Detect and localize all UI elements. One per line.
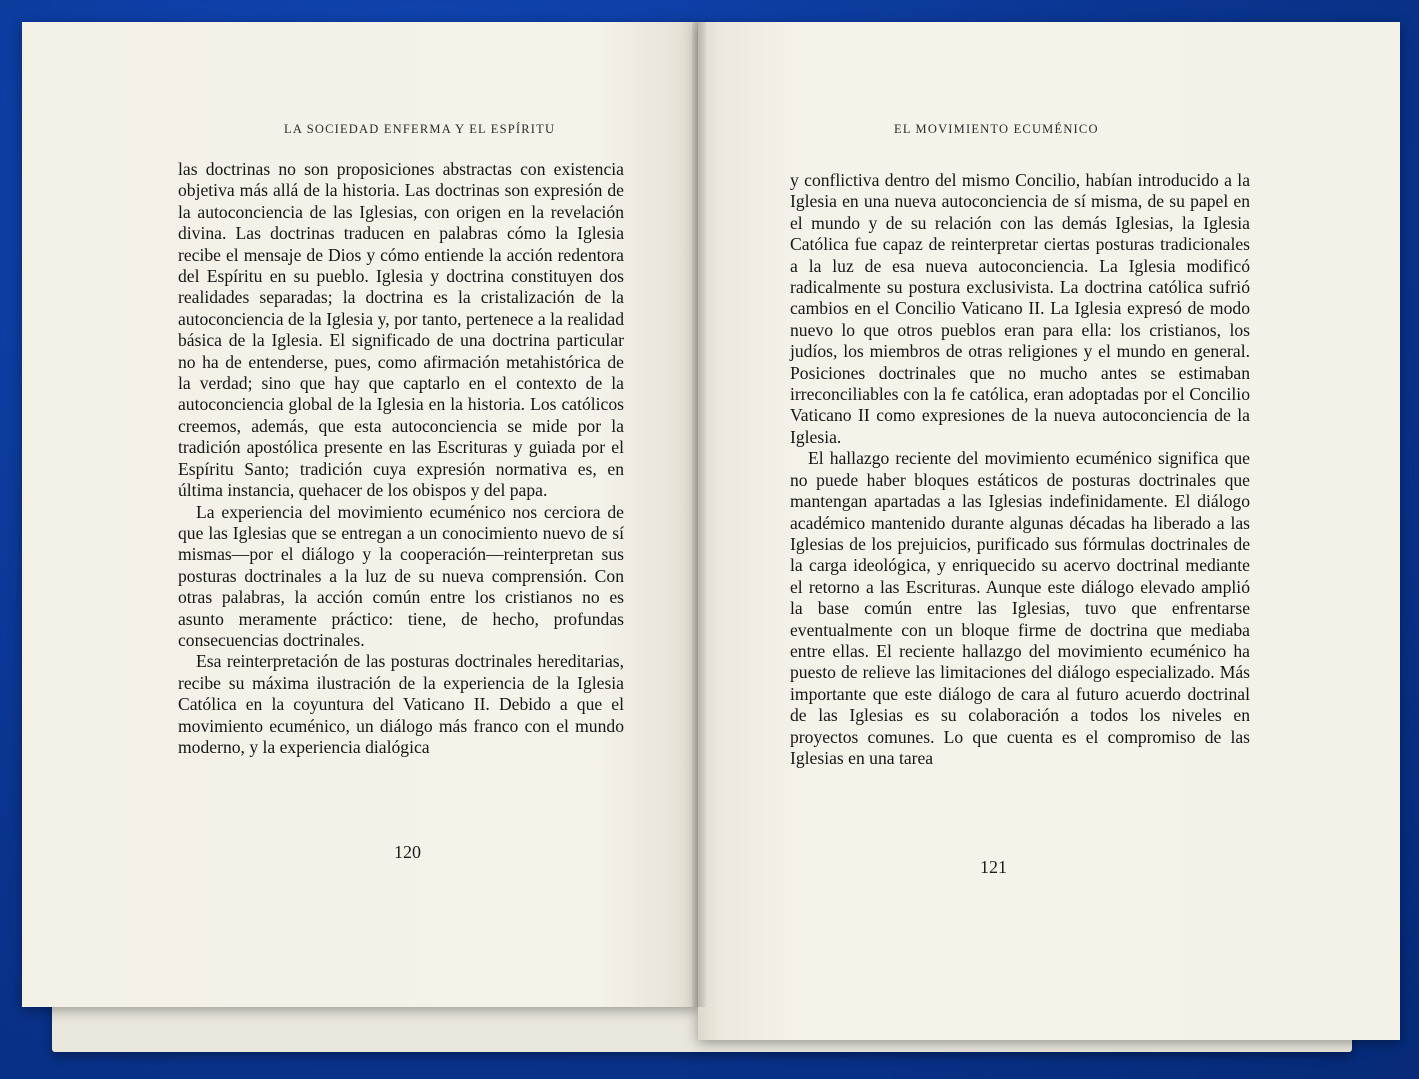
right-page [698,22,1400,1040]
left-paragraph-3: Esa reinterpretación de las posturas doctrinales hereditarias, recibe su máxima ilustración de la experiencia de la Iglesia Católica en la coyuntura del Vaticano II. Debido a que el movimiento ecuménico, un diálogo más franco con el mundo moderno, y la experiencia dialógica [178,651,624,757]
right-page-number: 121 [980,857,1007,877]
left-paragraph-2: La experiencia del movimiento ecuménico nos cerciora de que las Iglesias que se entregan a un conocimiento nuevo de sí mismas—por el diálogo y la cooperación—reinterpretan sus posturas doctrinales a la luz de su nueva comprensión. Con otras palabras, la acción común entre los cristianos no es asunto meramente práctico: tiene, de hecho, profundas consecuencias doctrinales. [178,501,624,650]
book-spine [692,22,706,1007]
left-page-number: 120 [394,842,421,862]
right-paragraph-1: y conflictiva dentro del mismo Concilio, habían introducido a la Iglesia en una nueva autoconciencia de sí misma, de su papel en el mundo y de su relación con las demás Iglesias, la Iglesia Católica fue capaz de reinterpretar ciertas posturas tradicionales a la luz de esa nueva autoconciencia. La Iglesia modificó radicalmente su postura exclusivista. La doctrina católica sufrió cambios en el Concilio Vaticano II. La Iglesia expresó de modo nuevo lo que otros pueblos eran para ella: los cristianos, los judíos, los miembros de otras religiones y el mundo en general. Posiciones doctrinales que no mucho antes se estimaban irreconciliables con la fe católica, eran adoptadas por el Concilio Vaticano II como expresiones de la nueva autoconciencia de la Iglesia. [790,170,1250,447]
right-page-text [790,170,1250,769]
right-paragraph-2: El hallazgo reciente del movimiento ecuménico significa que no puede haber bloques estáticos de posturas doctrinales que mantengan apartadas a las Iglesias indefinidamente. El diálogo académico mantenido durante algunas décadas ha liberado a las Iglesias de los prejuicios, purificado sus fórmulas doctrinales de la carga ideológica, y enriquecido su acervo doctrinal mediante el retorno a las Escrituras. Aunque este diálogo elevado amplió la base común entre las Iglesias, tuvo que enfrentarse eventualmente con un bloque firme de doctrina que mediaba entre ellas. El reciente hallazgo del movimiento ecuménico ha puesto de relieve las limitaciones del diálogo especializado. Más importante que este diálogo de cara al futuro acuerdo doctrinal de las Iglesias es su colaboración a todos los niveles en proyectos comunes. Lo que cuenta es el compromiso de las Iglesias en una tarea [790,448,1250,768]
right-running-head: EL MOVIMIENTO ECUMÉNICO [894,122,1099,136]
left-page-text [178,159,624,758]
left-page [22,22,698,1007]
left-paragraph-1: las doctrinas no son proposiciones abstractas con existencia objetiva más allá de la historia. Las doctrinas son expresión de la autoconciencia de las Iglesias, con origen en la revelación divina. Las doctrinas traducen en palabras cómo la Iglesia recibe el mensaje de Dios y cómo entiende la acción redentora del Espíritu en su pueblo. Iglesia y doctrina constituyen dos realidades separadas; la doctrina es la cristalización de la autoconciencia de la Iglesia y, por tanto, pertenece a la realidad básica de la Iglesia. El significado de una doctrina particular no ha de entenderse, pues, como afirmación metahistórica de la verdad; sino que hay que captarlo en el contexto de la autoconciencia global de la Iglesia en la historia. Los católicos creemos, además, que esta autoconciencia se mide por la tradición apostólica presente en las Escrituras y guiada por el Espíritu Santo; tradición cuya expresión normativa es, en última instancia, quehacer de los obispos y del papa. [178,159,624,501]
open-book [22,22,1400,1062]
left-running-head: LA SOCIEDAD ENFERMA Y EL ESPÍRITU [284,122,556,136]
